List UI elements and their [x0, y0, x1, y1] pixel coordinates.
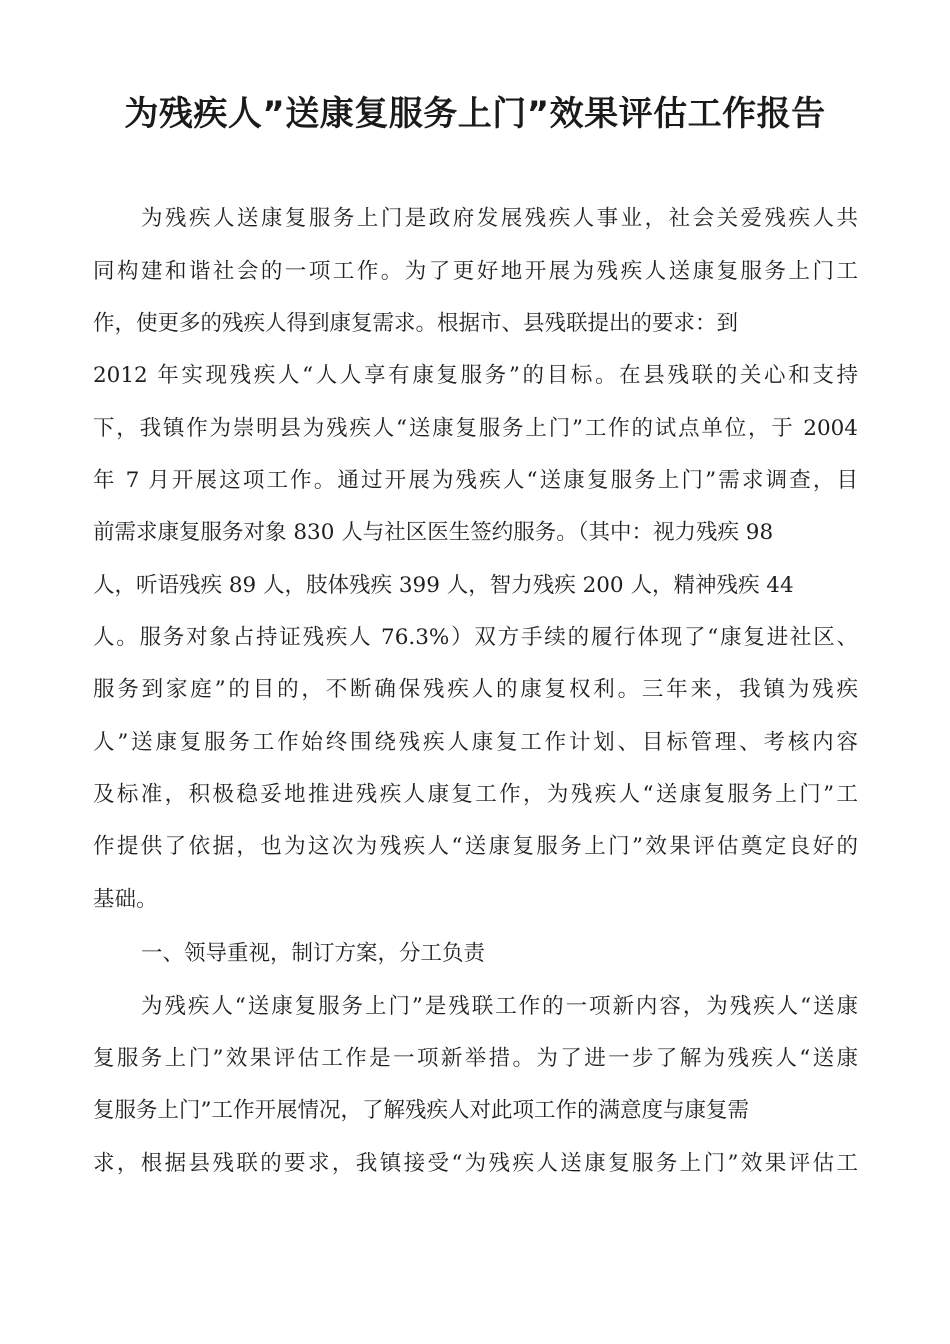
paragraph-line: 求，根据县残联的要求，我镇接受“为残疾人送康复服务上门”效果评估工	[93, 1151, 858, 1176]
paragraph-line: 复服务上门”效果评估工作是一项新举措。为了进一步了解为残疾人“送康	[93, 1046, 858, 1071]
paragraph-line: 2012 年实现残疾人“人人享有康复服务”的目标。在县残联的关心和支持	[93, 363, 858, 388]
paragraph-line: 前需求康复服务对象 830 人与社区医生签约服务。（其中：视力残疾 98	[93, 520, 774, 545]
paragraph-line: 作提供了依据，也为这次为残疾人“送康复服务上门”效果评估奠定良好的	[93, 834, 858, 859]
document-title: 为残疾人”送康复服务上门”效果评估工作报告	[124, 94, 826, 134]
paragraph-line: 年 7 月开展这项工作。通过开展为残疾人“送康复服务上门”需求调查，目	[93, 468, 858, 493]
paragraph-line: 基础。	[93, 887, 158, 912]
paragraph-line: 人”送康复服务工作始终围绕残疾人康复工作计划、目标管理、考核内容	[93, 730, 858, 755]
paragraph-line: 及标准，积极稳妥地推进残疾人康复工作，为残疾人“送康复服务上门”工	[93, 782, 858, 807]
paragraph-line: 下，我镇作为崇明县为残疾人“送康复服务上门”工作的试点单位，于 2004	[93, 416, 858, 441]
paragraph-line: 复服务上门”工作开展情况，了解残疾人对此项工作的满意度与康复需	[93, 1098, 749, 1123]
paragraph-line: 人，听语残疾 89 人，肢体残疾 399 人，智力残疾 200 人，精神残疾 44	[93, 573, 794, 598]
section-heading: 一、领导重视，制订方案，分工负责	[141, 941, 486, 966]
paragraph-line: 为残疾人“送康复服务上门”是残联工作的一项新内容，为残疾人“送康	[141, 994, 858, 1019]
paragraph-line: 服务到家庭”的目的，不断确保残疾人的康复权利。三年来，我镇为残疾	[93, 677, 858, 702]
paragraph-line: 同构建和谐社会的一项工作。为了更好地开展为残疾人送康复服务上门工	[93, 259, 858, 284]
paragraph-line: 人。服务对象占持证残疾人 76.3%）双方手续的履行体现了“康复进社区、	[93, 625, 858, 650]
paragraph-line: 作，使更多的残疾人得到康复需求。根据市、县残联提出的要求：到	[93, 311, 739, 336]
paragraph-line: 为残疾人送康复服务上门是政府发展残疾人事业，社会关爱残疾人共	[141, 206, 858, 231]
